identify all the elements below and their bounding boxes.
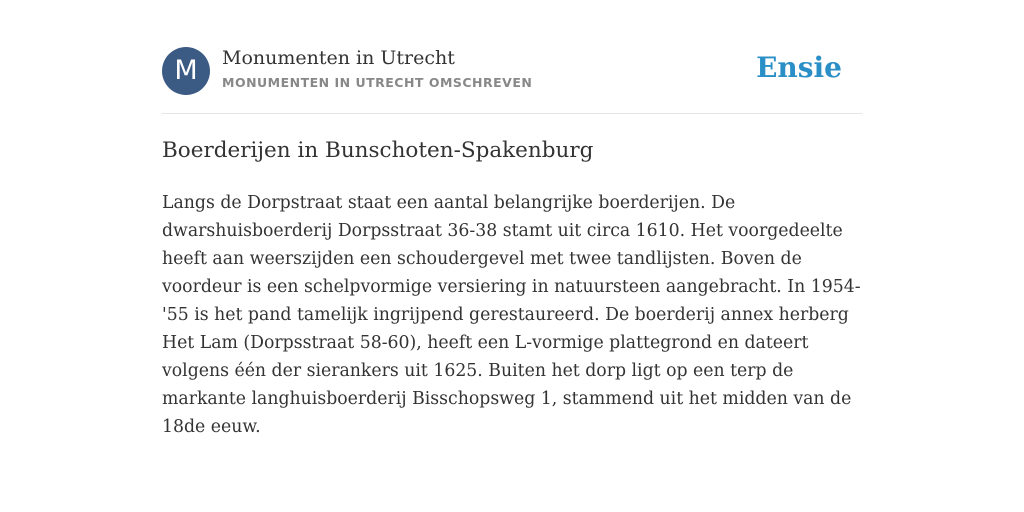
header-divider xyxy=(162,113,862,114)
header xyxy=(162,46,862,96)
site-subtitle: MONUMENTEN IN UTRECHT OMSCHREVEN xyxy=(222,75,533,90)
brand-logo[interactable]: Ensie xyxy=(756,51,842,84)
article-body: Langs de Dorpstraat staat een aantal belangrijke boerderijen. De dwarshuisboerderij Dorpsstraat 36-38 stamt uit circa 1610. Het voorgedeelte heeft aan weerszijden een schoudergevel met twee tandlijsten. Boven de voordeur is een schelpvormige versiering in natuursteen aangebracht. In 1954-'55 is het pand tamelijk ingrijpend gerestaureerd. De boerderij annex herberg Het Lam (Dorpsstraat 58-60), heeft een L-vormige plattegrond en dateert volgens één der sierankers uit 1625. Buiten het dorp ligt op een terp de markante langhuisboerderij Bisschopsweg 1, stammend uit het midden van de 18de eeuw. xyxy=(162,193,861,437)
page-container xyxy=(162,46,862,437)
avatar[interactable]: M xyxy=(162,47,210,95)
article-title: Boerderijen in Bunschoten-Spakenburg xyxy=(162,138,594,163)
site-title[interactable]: Monumenten in Utrecht xyxy=(222,47,455,69)
